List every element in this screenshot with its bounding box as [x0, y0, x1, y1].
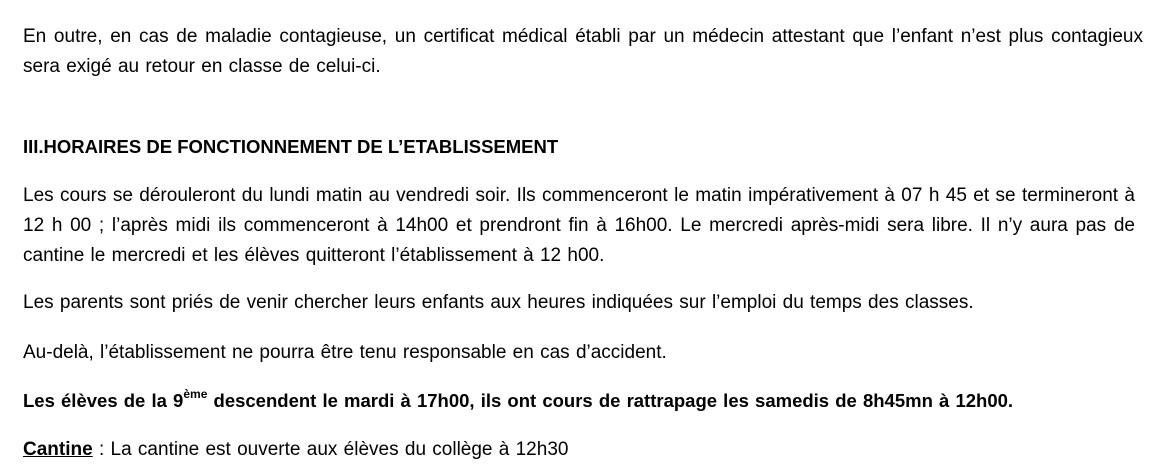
ninth-grade-schedule-paragraph [23, 386, 1013, 416]
canteen-label: Cantine [23, 439, 93, 460]
canteen-paragraph [23, 435, 568, 465]
ninth-grade-text-start: Les élèves de la 9 [23, 390, 184, 411]
ninth-grade-text-end: descendent le mardi à 17h00, ils ont cours de rattrapage les samedis de 8h45mn à 12h00. [207, 390, 1014, 411]
ordinal-superscript: ème [183, 386, 208, 401]
parents-pickup-paragraph: Les parents sont priés de venir chercher leurs enfants aux heures indiquées sur l’emploi du temps des classes. [23, 292, 974, 313]
responsibility-paragraph: Au-delà, l’établissement ne pourra être tenu responsable en cas d’accident. [23, 342, 667, 363]
class-hours-paragraph: Les cours se dérouleront du lundi matin au vendredi soir. Ils commenceront le matin impérativement à 07 h 45 et se termineront à 12 h 00 ; l’après midi ils commenceront à 14h00 et prendront fin à 16h00. Le mercredi après-midi sera libre. Il n’y aura pas de cantine le mercredi et les élèves quitteront l’établissement à 12 h00. [23, 185, 1135, 266]
canteen-text: : La cantine est ouverte aux élèves du collège à 12h30 [92, 439, 569, 460]
section-heading: III.HORAIRES DE FONCTIONNEMENT DE L’ETABLISSEMENT [23, 136, 559, 157]
contagious-illness-paragraph: En outre, en cas de maladie contagieuse, un certificat médical établi par un médecin attestant que l’enfant n’est plus contagieux sera exigé au retour en classe de celui-ci. [23, 26, 1143, 77]
document-page [23, 22, 1143, 460]
